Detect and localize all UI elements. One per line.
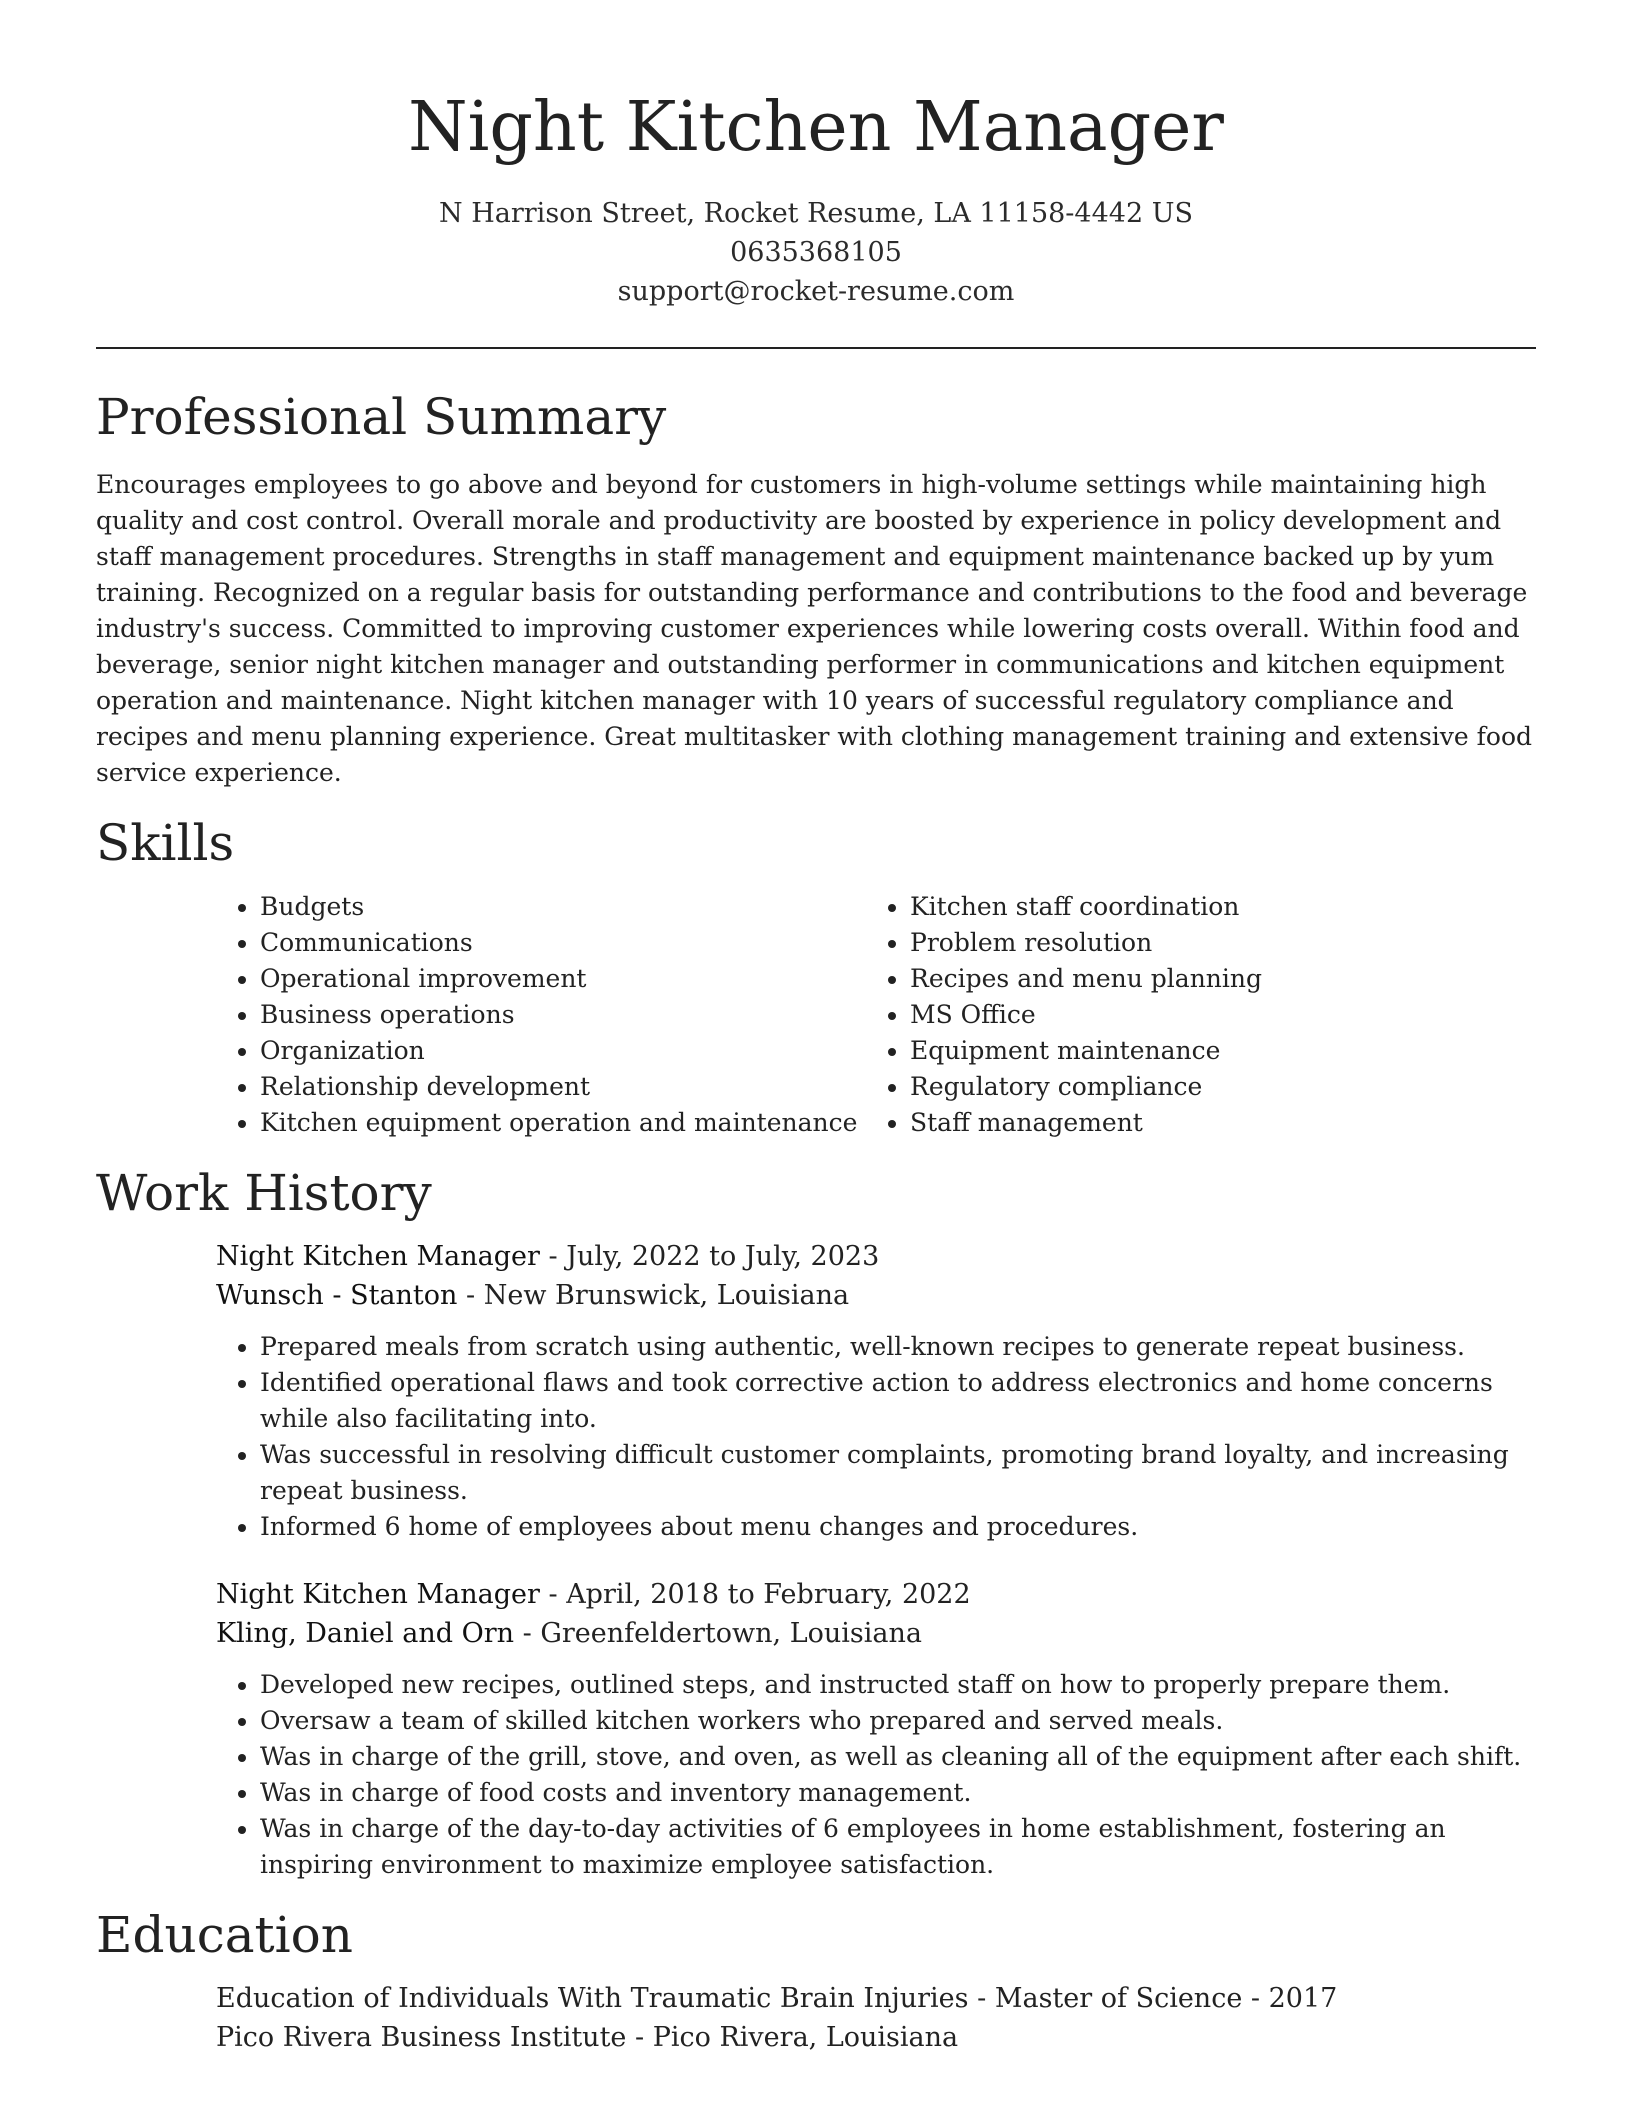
skill-item: • Kitchen staff coordination (910, 889, 1516, 925)
skills-column-right (866, 889, 1516, 1141)
job-bullets (216, 1667, 1536, 1883)
education-entry (216, 1979, 1536, 2057)
job-bullet: • Was successful in resolving difficult customer complaints, promoting brand loyalty, and increasing repeat business. (260, 1437, 1536, 1509)
education-location: Pico Rivera, Louisiana (652, 2022, 959, 2053)
education-degree: Master of Science (994, 1983, 1243, 2014)
job-bullet: • Identified operational flaws and took corrective action to address electronics and home concerns while also facilitating into. (260, 1365, 1536, 1437)
skill-item: • Operational improvement (260, 961, 866, 997)
job-bullet: • Was in charge of the day-to-day activities of 6 employees in home establishment, fostering an inspiring environment to maximize employee satisfaction. (260, 1811, 1536, 1883)
education-degree-line: Education of Individuals With Traumatic Brain Injuries - Master of Science - 2017 (216, 1983, 1338, 2014)
job-bullet: • Was in charge of the grill, stove, and oven, as well as cleaning all of the equipment after each shift. (260, 1739, 1536, 1775)
job-location: Greenfeldertown, Louisiana (540, 1618, 922, 1649)
skill-item: • Staff management (910, 1105, 1516, 1141)
skill-item: • Equipment maintenance (910, 1033, 1516, 1069)
job-bullet: • Prepared meals from scratch using authentic, well-known recipes to generate repeat business. (260, 1329, 1536, 1365)
job-company: Kling, Daniel and Orn (216, 1618, 515, 1649)
job-entry (216, 1237, 1536, 1545)
header-divider (96, 347, 1536, 349)
education-program: Education of Individuals With Traumatic Brain Injuries (216, 1983, 969, 2014)
summary-title: Professional Summary (96, 388, 667, 446)
education-title: Education (96, 1906, 353, 1964)
skill-item: • Business operations (260, 997, 866, 1033)
job-location: New Brunswick, Louisiana (483, 1280, 850, 1311)
skill-item: • Kitchen equipment operation and maintenance (260, 1105, 866, 1141)
education-section (96, 1905, 1536, 2057)
skill-item: • Problem resolution (910, 925, 1516, 961)
job-company-line: Wunsch - Stanton - New Brunswick, Louisiana (216, 1280, 850, 1311)
job-bullet: • Developed new recipes, outlined steps, and instructed staff on how to properly prepare them. (260, 1667, 1536, 1703)
job-company-line: Kling, Daniel and Orn - Greenfeldertown, Louisiana (216, 1618, 922, 1649)
skills-title: Skills (96, 814, 235, 872)
resume-page (96, 0, 1536, 2057)
job-bullet: • Informed 6 home of employees about menu changes and procedures. (260, 1509, 1536, 1545)
job-position: Night Kitchen Manager (216, 1579, 540, 1610)
work-history-section (96, 1163, 1536, 1883)
address: N Harrison Street, Rocket Resume, LA 11158-4442 US (439, 198, 1193, 229)
skills-list (216, 889, 1536, 1141)
job-entry (216, 1575, 1536, 1883)
skill-item: • Organization (260, 1033, 866, 1069)
candidate-name: Night Kitchen Manager (408, 88, 1224, 167)
email: support@rocket-resume.com (617, 276, 1015, 307)
contact-block (96, 194, 1536, 311)
summary-text: Encourages employees to go above and beyond for customers in high-volume settings while maintaining high quality and cost control. Overall morale and productivity are boosted by experience in policy development and staff management procedures. Strengths in staff management and equipment maintenance backed up by yum training. Recognized on a regular basis for outstanding performance and contributions to the food and beverage industry's success. Committed to improving customer experiences while lowering costs overall. Within food and beverage, senior night kitchen manager and outstanding performer in communications and kitchen equipment operation and maintenance. Night kitchen manager with 10 years of successful regulatory compliance and recipes and menu planning experience. Great multitasker with clothing management training and extensive food service experience. (96, 470, 1533, 787)
skill-item: • Communications (260, 925, 866, 961)
job-position: Night Kitchen Manager (216, 1241, 540, 1272)
summary-section (96, 387, 1536, 791)
job-company: Wunsch - Stanton (216, 1280, 458, 1311)
job-bullet: • Oversaw a team of skilled kitchen workers who prepared and served meals. (260, 1703, 1536, 1739)
skills-section (96, 813, 1536, 1141)
phone: 0635368105 (730, 237, 902, 268)
work-history-title: Work History (96, 1164, 432, 1222)
education-school: Pico Rivera Business Institute (216, 2022, 627, 2053)
job-bullet: • Was in charge of food costs and inventory management. (260, 1775, 1536, 1811)
job-dates: July, 2022 to July, 2023 (566, 1241, 880, 1272)
education-year: 2017 (1268, 1983, 1338, 2014)
skill-item: • Recipes and menu planning (910, 961, 1516, 997)
education-school-line: Pico Rivera Business Institute - Pico Rivera, Louisiana (216, 2022, 959, 2053)
skill-item: • Relationship development (260, 1069, 866, 1105)
job-title-line: Night Kitchen Manager - April, 2018 to February, 2022 (216, 1579, 971, 1610)
job-dates: April, 2018 to February, 2022 (566, 1579, 971, 1610)
job-title-line: Night Kitchen Manager - July, 2022 to July, 2023 (216, 1241, 880, 1272)
job-bullets (216, 1329, 1536, 1545)
skills-column-left (216, 889, 866, 1141)
resume-header (96, 0, 1536, 311)
skill-item: • MS Office (910, 997, 1516, 1033)
skill-item: • Budgets (260, 889, 866, 925)
skill-item: • Regulatory compliance (910, 1069, 1516, 1105)
